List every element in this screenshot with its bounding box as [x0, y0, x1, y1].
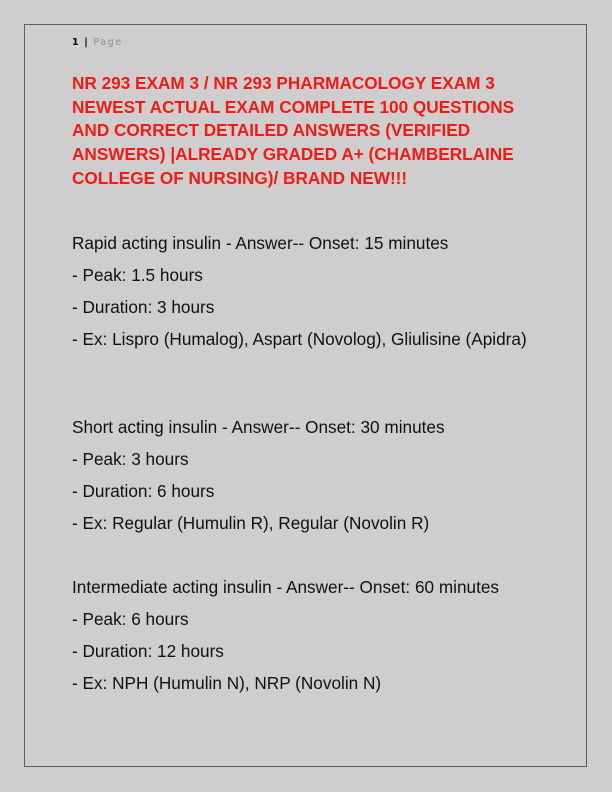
section-rapid-acting-insulin	[72, 231, 542, 351]
answer-line-peak: - Peak: 6 hours	[72, 609, 189, 629]
page-separator: |	[84, 37, 89, 48]
page-label: Page	[93, 37, 123, 48]
answer-line-duration: - Duration: 6 hours	[72, 481, 215, 501]
answer-line-examples: - Ex: Lispro (Humalog), Aspart (Novolog), Gliulisine (Apidra)	[72, 329, 527, 349]
section-short-acting-insulin	[72, 415, 542, 535]
answer-line-peak: - Peak: 1.5 hours	[72, 265, 203, 285]
section-intermediate-acting-insulin	[72, 575, 542, 695]
question-text: Rapid acting insulin - Answer-- Onset: 15 minutes	[72, 233, 449, 253]
answer-line-examples: - Ex: NPH (Humulin N), NRP (Novolin N)	[72, 673, 382, 693]
answer-line-peak: - Peak: 3 hours	[72, 449, 189, 469]
answer-line-duration: - Duration: 12 hours	[72, 641, 224, 661]
page-header	[72, 37, 123, 48]
answer-line-duration: - Duration: 3 hours	[72, 297, 215, 317]
page-number: 1	[72, 37, 79, 48]
question-text: Short acting insulin - Answer-- Onset: 30 minutes	[72, 417, 445, 437]
question-text: Intermediate acting insulin - Answer-- Onset: 60 minutes	[72, 577, 500, 597]
document-title: NR 293 EXAM 3 / NR 293 PHARMACOLOGY EXAM 3 NEWEST ACTUAL EXAM COMPLETE 100 QUESTIONS AND CORRECT DETAILED ANSWERS (VERIFIED ANSWERS) |ALREADY GRADED A+ (CHAMBERLAINE COLLEGE OF NURSING)/ BRAND NEW!!!	[72, 73, 515, 188]
answer-line-examples: - Ex: Regular (Humulin R), Regular (Novolin R)	[72, 513, 430, 533]
